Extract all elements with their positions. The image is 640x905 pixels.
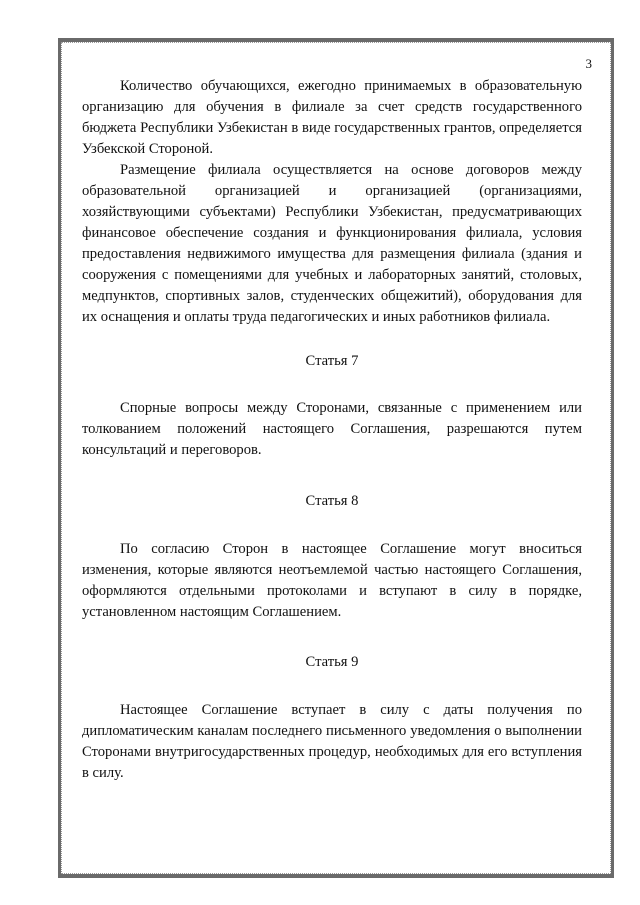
document-body bbox=[82, 76, 582, 784]
article-7-text: Спорные вопросы между Сторонами, связанные с применением или толкованием положений настоящего Соглашения, разрешаются путем консультаций и переговоров. bbox=[82, 400, 582, 458]
paragraph-students-quota: Количество обучающихся, ежегодно принимаемых в образовательную организацию для обучения в филиале за счет средств государственного бюджета Республики Узбекистан в виде государственных грантов, определяется Узбекской Стороной. bbox=[82, 78, 582, 157]
page-number: 3 bbox=[585, 56, 592, 71]
article-9-heading: Статья 9 bbox=[305, 654, 359, 670]
paragraph-branch-placement: Размещение филиала осуществляется на основе договоров между образовательной организацией и организацией (организациями, хозяйствующими субъектами) Республики Узбекистан, предусматривающих финансовое обеспечение создания и функционирования филиала, условия предоставления недвижимого имущества для размещения филиала (здания и сооружения с помещениями для учебных и лабораторных занятий, столовых, медпунктов, спортивных залов, студенческих общежитий), оборудования для их оснащения и оплаты труда педагогических и иных работников филиала. bbox=[82, 162, 582, 325]
article-9-text: Настоящее Соглашение вступает в силу с даты получения по дипломатическим каналам последнего письменного уведомления о выполнении Сторонами внутригосударственных процедур, необходимых для его вступления в силу. bbox=[82, 702, 582, 781]
article-8-heading: Статья 8 bbox=[305, 493, 359, 509]
article-7-heading: Статья 7 bbox=[305, 353, 359, 369]
article-8-text: По согласию Сторон в настоящее Соглашение могут вноситься изменения, которые являются неотъемлемой частью настоящего Соглашения, оформляются отдельными протоколами и вступают в силу в порядке, установленном настоящим Соглашением. bbox=[82, 541, 582, 620]
